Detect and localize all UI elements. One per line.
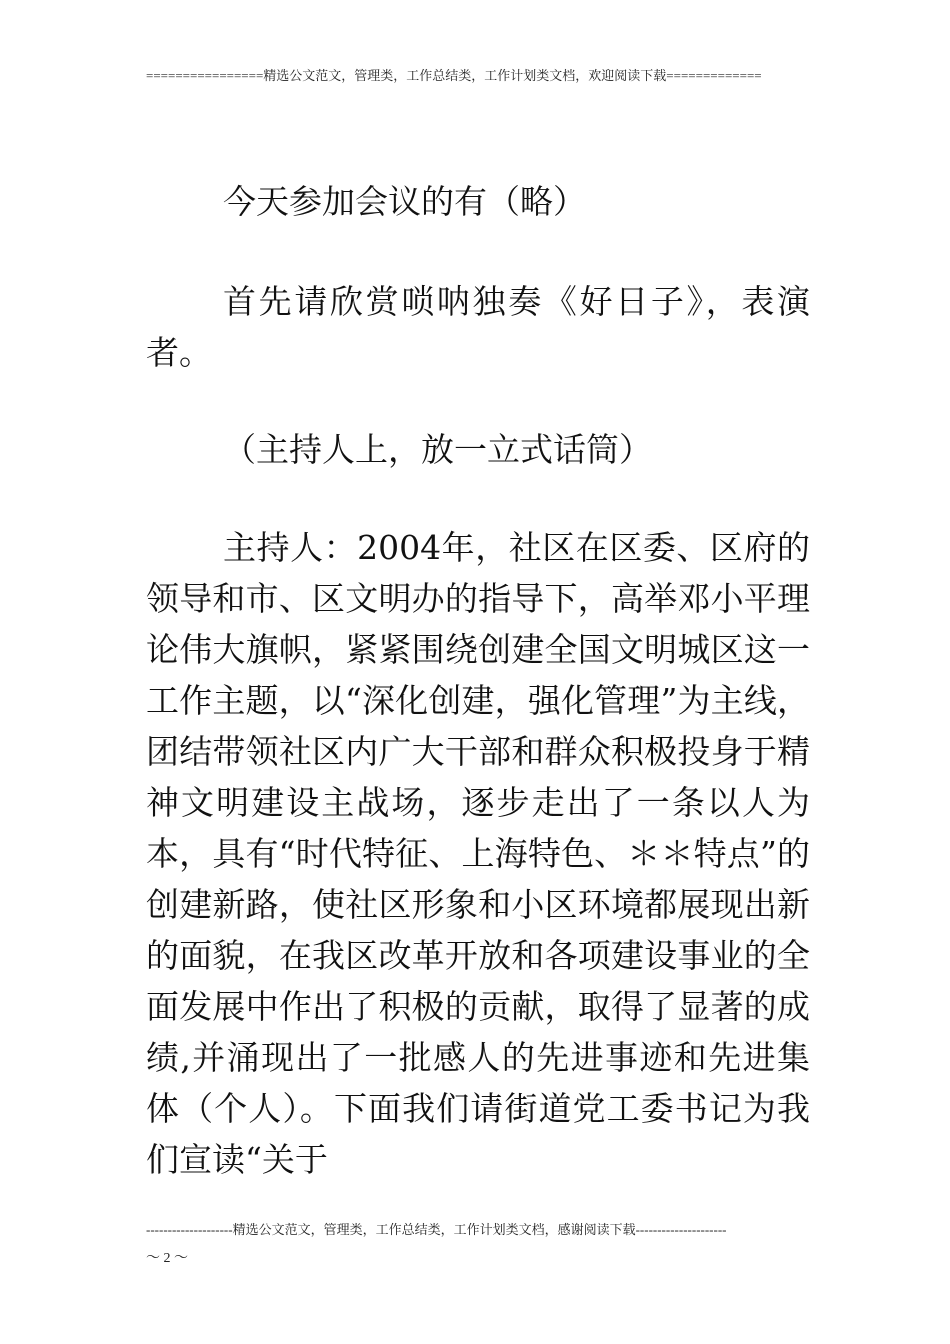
paragraph-performance: 首先请欣赏唢呐独奏《好日子》，表演者。 <box>146 282 810 372</box>
page-footer: --------------------精选公文范文，管理类，工作总结类，工作计划类文档，感谢阅读下载--------------------- <box>146 1222 727 1237</box>
paragraph-stage-direction: （主持人上，放一立式话筒） <box>223 430 652 469</box>
paragraph-host-speech: 主持人：2004年，社区在区委、区府的领导和市、区文明办的指导下，高举邓小平理论伟大旗帜，紧紧围绕创建全国文明城区这一工作主题，以“深化创建，强化管理”为主线，团结带领社区内广大干部和群众积极投身于精神文明建设主战场，逐步走出了一条以人为本，具有“时代特征、上海特色、＊＊特点”的创建新路，使社区形象和小区环境都展现出新的面貌，在我区改革开放和各项建设事业的全面发展中作出了积极的贡献，取得了显著的成绩,并涌现出了一批感人的先进事迹和先进集体（个人）。下面我们请街道党工委书记为我们宣读“关于 <box>146 528 810 1179</box>
paragraph-attendees: 今天参加会议的有（略） <box>223 182 586 221</box>
page-number: ～ 2 ～ <box>146 1251 188 1266</box>
page-header: ================精选公文范文，管理类，工作总结类，工作计划类文档，欢迎阅读下载============= <box>146 68 762 83</box>
